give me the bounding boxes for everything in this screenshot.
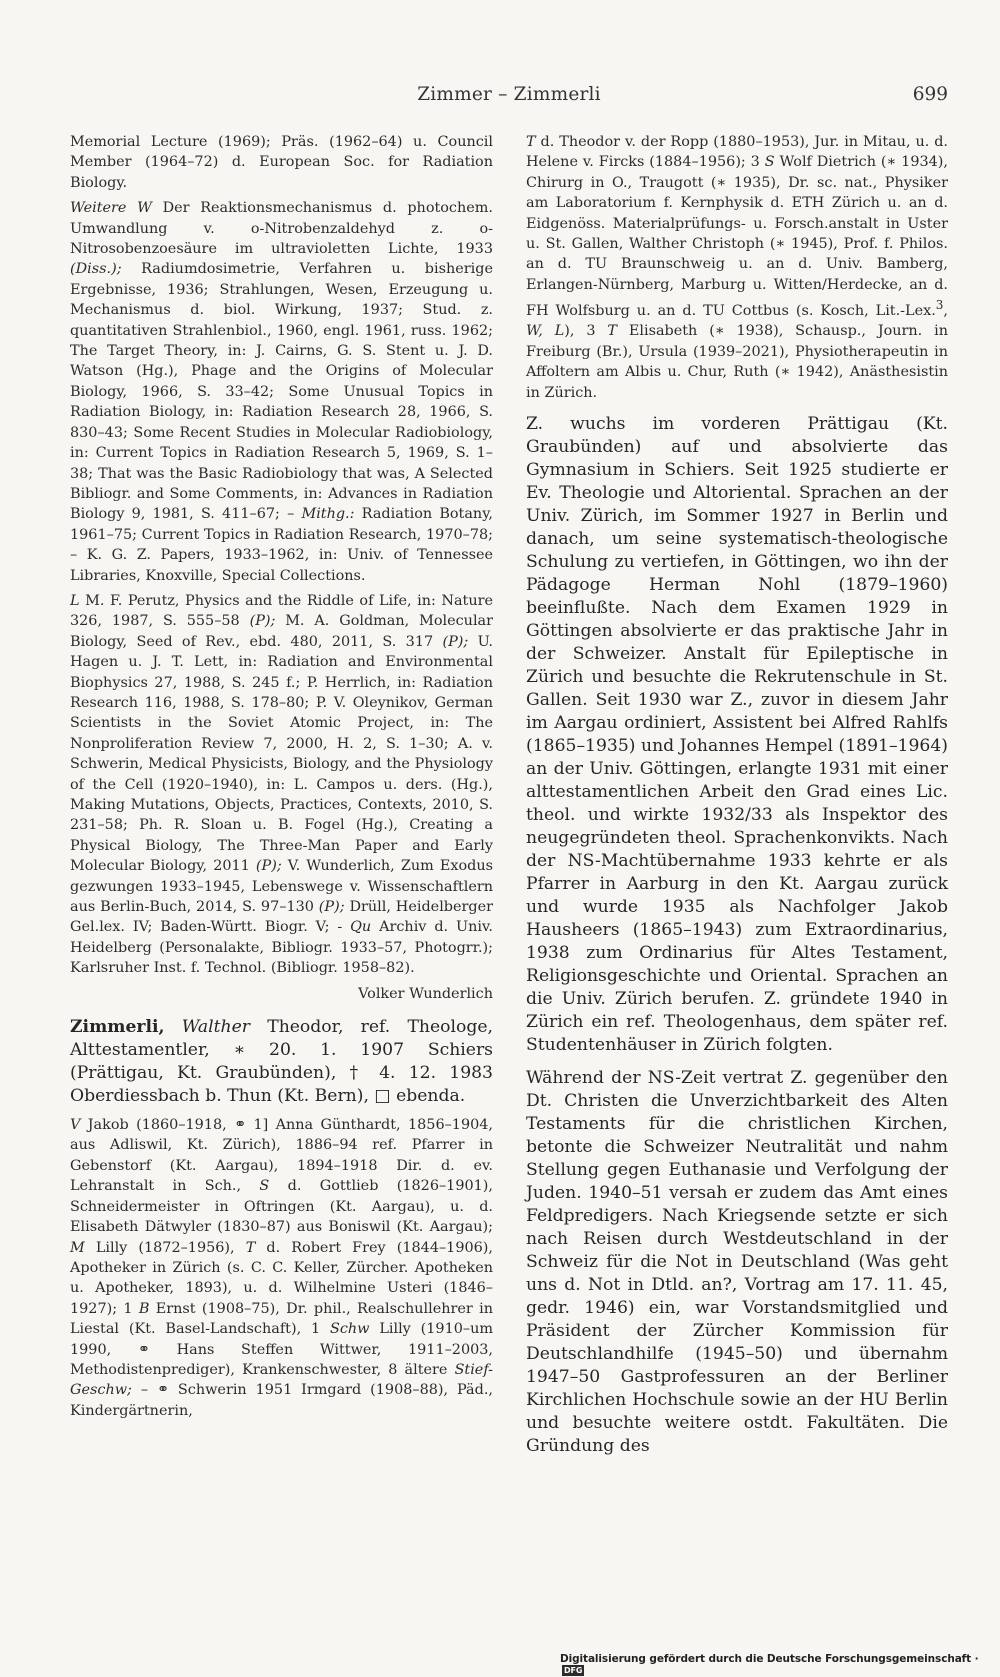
dfg-logo: DFG [564, 1666, 583, 1675]
running-title: Zimmer – Zimmerli [417, 84, 601, 105]
author-signature: Volker Wunderlich [358, 985, 493, 1002]
paragraph-biography-1: Z. wuchs im vorderen Prättigau (Kt. Graubünden) auf und absolvierte das Gymnasium in Schiers. Seit 1925 studierte er Ev. Theologie und Altoriental. Sprachen an der Univ. Zürich, im Sommer 1927 in Berlin und danach, um seine systematisch-theologische Schulung zu vertiefen, in Göttingen, wo ihn der Pädagoge Herman Nohl (1879–1960) beeinflußte. Nach dem Examen 1929 in Göttingen absolvierte er das praktische Jahr in der Schweizer. Anstalt für Epileptische in Zürich und besuchte die Rekrutenschule in St. Gallen. Seit 1930 war Z., zuvor in diesem Jahr im Aargau ordiniert, Assistent bei Alfred Rahlfs (1865–1935) und Johannes Hempel (1891–1964) an der Univ. Göttingen, erlangte 1931 mit einer alttestamentlichen Arbeit den Grad eines Lic. theol. und wirkte 1932/33 als Inspektor des neugegründeten theol. Sprachenkonvikts. Nach der NS-Machtübernahme 1933 kehrte er als Pfarrer in Aarburg in den Kt. Aargau zurück und wurde 1935 als Nachfolger Jakob Hausheers (1865–1943) zum Extraordinarius, 1938 zum Ordinarius für Altes Testament, Religionsgeschichte und Oriental. Sprachen an die Univ. Zürich berufen. Z. gründete 1940 in Zürich ein ref. Theologenhaus, dem später ref. Studentenhäuser in Zürich folgten. [526, 414, 948, 1056]
paragraph-family-continued: T d. Theodor v. der Ropp (1880–1953), Jur. in Mitau, u. d. Helene v. Fircks (1884–1956); 3 S Wolf Dietrich (∗ 1934), Chirurg in O., Traugott (∗ 1935), Dr. sc. nat., Physiker am Laboratorium f. Kernphysik d. ETH Zürich u. an d. Eidgenöss. Materialprüfungs- u. Forsch.anstalt in Uster u. St. Gallen, Walther Christoph (∗ 1945), Prof. f. Philos. an d. TU Braunschweig u. an d. Univ. Bamberg, Erlangen-Nürnberg, Marburg u. Witten/Herdecke, an d. FH Wolfsburg u. an d. TU Cottbus (s. Kosch, Lit.-Lex.$^3$, W, L), 3 T Elisabeth (∗ 1938), Schausp., Journ. in Freiburg (Br.), Ursula (1939–2021), Physiotherapeutin in Affoltern am Albis u. Chur, Ruth (∗ 1942), Anästhesistin in Zürich. [526, 134, 948, 401]
paragraph-literature: L M. F. Perutz, Physics and the Riddle of Life, in: Nature 326, 1987, S. 555–58 (P); M. A. Goldman, Molecular Biology, Seed of Rev., ebd. 480, 2011, S. 317 (P); U. Hagen u. J. T. Lett, in: Radiation and Environmental Biophysics 27, 1988, S. 245 f.; P. Herrlich, in: Radiation Research 116, 1988, S. 178–80; P. V. Oleynikov, German Scientists in the Soviet Atomic Project, in: The Nonproliferation Review 7, 2000, H. 2, S. 1–30; A. v. Schwerin, Medical Physicists, Biology, and the Physiology of the Cell (1920–1940), in: L. Campos u. ders. (Hg.), Making Mutations, Objects, Practices, Contexts, 2010, S. 231–58; Ph. R. Sloan u. B. Fogel (Hg.), Creating a Physical Biology, The Three-Man Paper and Early Molecular Biology, 2011 (P); V. Wunderlich, Zum Exodus gezwungen 1933–1945, Lebenswege v. Wissenschaftlern aus Berlin-Buch, 2014, S. 97–130 (P); Drüll, Heidelberger Gel.lex. IV; Baden-Württ. Biogr. V; - Qu Archiv d. Univ. Heidelberg (Personalakte, Bibliogr. 1933–57, Photogrr.); Karlsruher Inst. f. Technol. (Bibliogr. 1958–82). [70, 592, 494, 977]
works-lead: Weitere W [70, 200, 152, 217]
paragraph-biography-2: Während der NS-Zeit vertrat Z. gegenüber den Dt. Christen die Unverzichtbarkeit des Alten Testaments für die christlichen Kirchen, betonte die Schweizer Neutralität und nahm Stellung gegen Euthanasie und Verfolgung der Juden. 1940–51 versah er zudem das Amt eines Feldpredigers. Nach Kriegsende setzte er sich nach Reisen durch Westdeutschland in der Schweiz für die Not in Deutschland (Was geht uns d. Not in Dtld. an?, Vortrag am 17. 11. 45, gedr. 1946) ein, war Vorstandsmitglied und Präsident der Zürcher Kommission für Deutschlandhilfe (1945–50) und übernahm 1947–50 Gastprofessuren an der Berliner Kirchlichen Hochschule sowie an der HU Berlin und besuchte weitere ostdt. Fakultäten. Die Gründung des [526, 1068, 948, 1457]
entry-heading: Zimmerli, Walther Theodor, ref. Theologe, Alttestamentler, ∗ 20. 1. 1907 Schiers (Prättigau, Kt. Graubünden), † 4. 12. 1983 Oberdiessbach b. Thun (Kt. Bern), □ ebenda. [70, 1017, 494, 1107]
paragraph-works: Weitere W Der Reaktionsmechanismus d. photochem. Umwandlung v. o-Nitrobenzaldehyd z. o-Nitrosobenzoesäure im ultravioletten Lichte, 1933 (Diss.); Radiumdosimetrie, Verfahren u. bisherige Ergebnisse, 1936; Strahlungen, Wesen, Erzeugung u. Mechanismus d. biol. Wirkung, 1937; Stud. z. quantitativen Strahlenbiol., 1960, engl. 1961, russ. 1962; The Target Theory, in: J. Cairns, G. S. Stent u. J. D. Watson (Hg.), Phage and the Origins of Molecular Biology, 1966, S. 33–42; Some Unusual Topics in Radiation Biology, in: Radiation Research 28, 1966, S. 830–43; Some Recent Studies in Molecular Radiobiology, in: Current Topics in Radiation Research 5, 1969, S. 1–38; That was the Basic Radiobiology that was, A Selected Bibliogr. and Some Comments, in: Advances in Radiation Biology 9, 1981, S. 411–67; – Mithg.: Radiation Botany, 1961–75; Current Topics in Radiation Research, 1970–78; – K. G. Z. Papers, 1933–1962, in: Univ. of Tennessee Libraries, Knoxville, Special Collections. [70, 200, 493, 584]
entry-first-name: Walther [181, 1017, 250, 1038]
paragraph-family: V Jakob (1860–1918, ⚭ 1] Anna Günthardt, 1856–1904, aus Adliswil, Kt. Zürich), 1886–94 ref. Pfarrer in Gebenstorf (Kt. Aargau), 1894–1918 Dir. d. ev. Lehranstalt in Sch., S d. Gottlieb (1826–1901), Schneidermeister in Oftringen (Kt. Aargau), u. d. Elisabeth Dätwyler (1830–87) aus Boniswil (Kt. Aargau); M Lilly (1872–1956), T d. Robert Frey (1844–1906), Apotheker in Zürich (s. C. C. Keller, Zürcher. Apotheken u. Apotheker, 1893), u. d. Wilhelmine Usteri (1846–1927); 1 B Ernst (1908–75), Dr. phil., Realschullehrer in Liestal (Kt. Basel-Landschaft), 1 Schw Lilly (1910–um 1990, ⚭ Hans Steffen Wittwer, 1911–2003, Methodistenprediger), Krankenschwester, 8 ältere Stief-Geschw; – ⚭ Schwerin 1951 Irmgard (1908–88), Päd., Kindergärtnerin, [70, 1117, 493, 1419]
literature-lead: L [70, 592, 80, 609]
footer-credit [560, 1653, 1000, 1677]
footer-text: Digitalisierung gefördert durch die Deutsche Forschungsgemeinschaft · [560, 1653, 979, 1665]
running-header [70, 84, 948, 114]
left-column [70, 132, 493, 1421]
entry-name: Zimmerli, [70, 1017, 165, 1038]
right-column [526, 132, 948, 1458]
paragraph-memorial: Memorial Lecture (1969); Präs. (1962–64) u. Council Member (1964–72) d. European Soc. for Radiation Biology. [70, 134, 493, 191]
page-number: 699 [912, 84, 948, 105]
